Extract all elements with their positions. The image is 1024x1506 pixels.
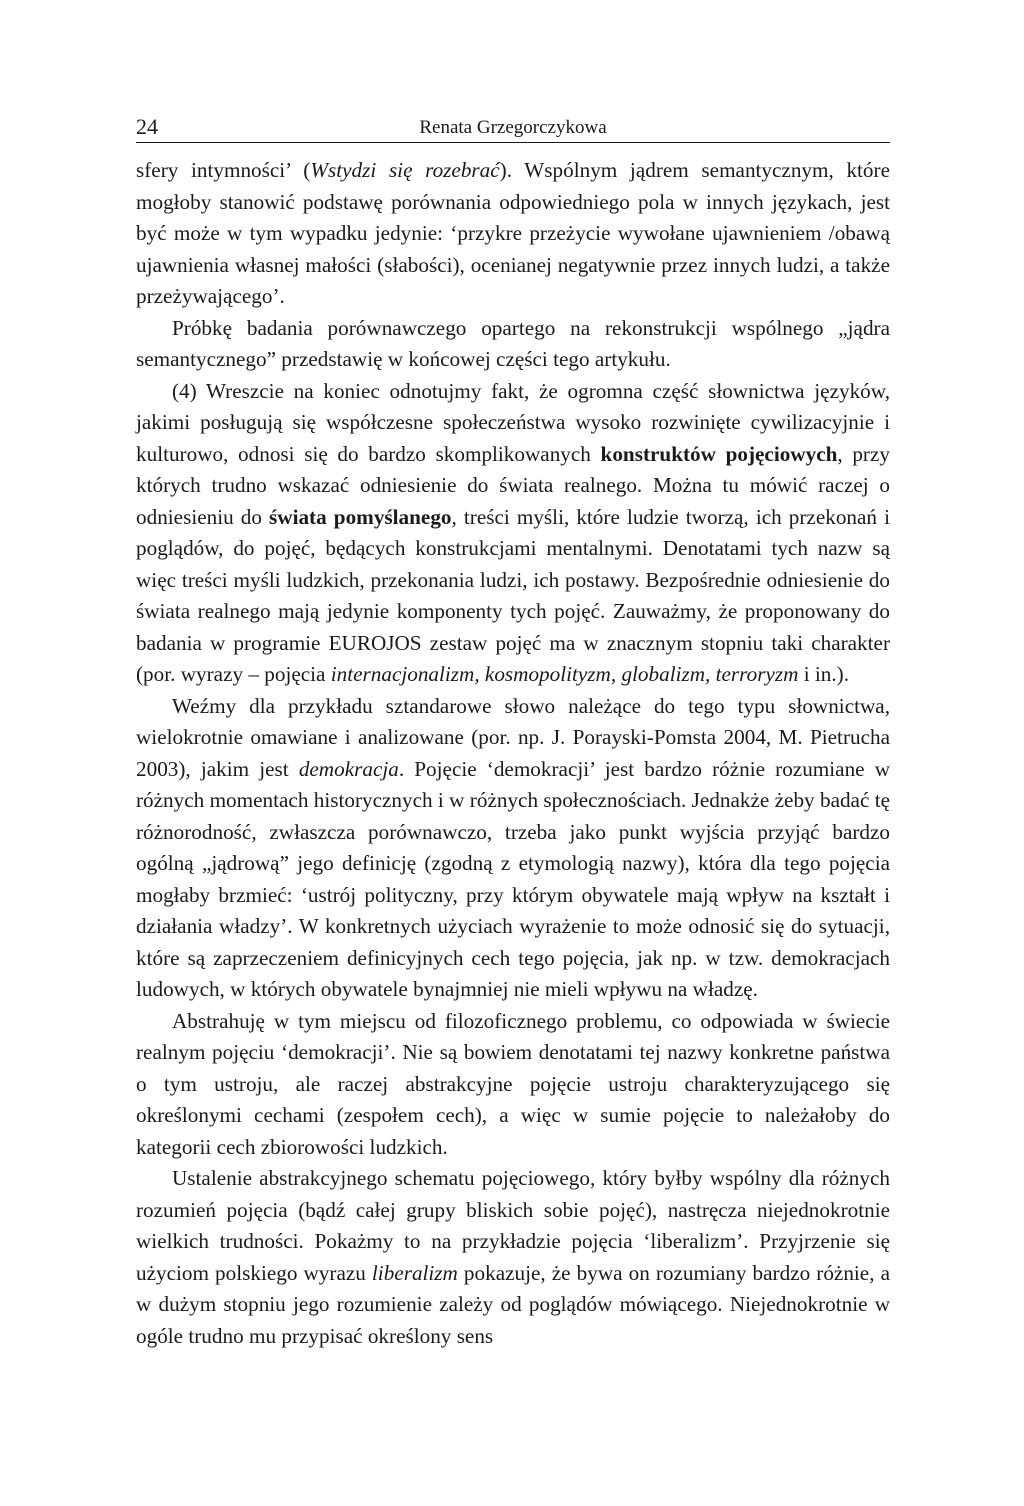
paragraph: [136, 313, 890, 376]
bold-term: świata pomyślanego: [269, 504, 452, 529]
book-page: [136, 110, 890, 1352]
text-run: pokazuje, że bywa on rozumiany bardzo różnie, a w dużym stopniu jego rozumienie zależy od poglądów mówiącego. Niejednokrotnie w ogóle trudno mu przypisać określony sens: [136, 1260, 890, 1348]
text-run: i in.).: [798, 662, 850, 686]
running-head: [136, 110, 890, 143]
text-run: sfery intymności’ (: [136, 158, 311, 182]
paragraph: [136, 376, 890, 691]
running-head-author: Renata Grzegorczykowa: [419, 117, 607, 138]
text-run: ). Wspólnym jądrem semantycznym, które mogłoby stanowić podstawę porównania odpowiedniego pola w innych językach, jest być może w tym wypadku jedynie: ‘przykre przeżycie wywołane ujawnieniem /obawą ujawnienia własnej małości (słabości), ocenianej negatywnie przez innych ludzi, a także przeżywającego’.: [136, 158, 890, 308]
text-run: Próbkę badania porównawczego opartego na rekonstrukcji wspólnego „jądra semantycznego” przedstawię w końcowej części tego artykułu.: [136, 315, 890, 371]
italic-term: liberalizm: [371, 1260, 458, 1285]
text-run: . Pojęcie ‘demokracji’ jest bardzo różnie rozumiane w różnych momentach historycznych i w różnych społecznościach. Jednakże żeby badać tę różnorodność, zwłaszcza porównawczo, trzeba jako punkt wyjścia przyjąć bardzo ogólną „jądrową” jego definicję (zgodną z etymologią nazwy), która dla tego pojęcia mogłaby brzmieć: ‘ustrój polityczny, przy którym obywatele mają wpływ na kształt i działania władzy’. W konkretnych użyciach wyrażenie to może odnosić się do sytuacji, które są zaprzeczeniem definicyjnych cech tego pojęcia, jak np. w tzw. demokracjach ludowych, w których obywatele bynajmniej nie mieli wpływu na władzę.: [136, 756, 890, 1001]
text-run: , treści myśli, które ludzie tworzą, ich przekonań i poglądów, do pojęć, będących konstrukcjami mentalnymi. Denotatami tych nazw są więc treści myśli ludzkich, przekonania ludzi, ich postawy. Bezpośrednie odniesienie do świata realnego mają jedynie komponenty tych pojęć. Zauważmy, że proponowany do badania w programie EUROJOS zestaw pojęć ma w znacznym stopniu taki charakter (por. wyrazy – pojęcia: [136, 504, 890, 686]
italic-term: demokracja: [298, 756, 399, 781]
paragraph: [136, 691, 890, 1006]
italic-term: internacjonalizm, kosmopolityzm, globalizm, terroryzm: [330, 662, 799, 686]
page-number: 24: [136, 114, 158, 139]
paragraph: [136, 155, 890, 313]
body-text: [136, 155, 890, 1352]
text-run: Ustalenie abstrakcyjnego schematu pojęciowego, który byłby wspólny dla różnych rozumień pojęcia (bądź całej grupy bliskich sobie pojęć), nastręcza niejednokrotnie wielkich trudności. Pokażmy to na przykładzie pojęcia ‘liberalizm’. Przyjrzenie się użyciom polskiego wyrazu: [136, 1166, 890, 1285]
text-run: Weźmy dla przykładu sztandarowe słowo należące do tego typu słownictwa, wielokrotnie omawiane i analizowane (por. np. J. Porayski-Pomsta 2004, M. Pietrucha 2003), jakim jest: [136, 693, 890, 781]
italic-term: Wstydzi się rozebrać: [310, 158, 500, 182]
text-run: (4) Wreszcie na koniec odnotujmy fakt, że ogromna część słownictwa języków, jakimi posługują się współczesne społeczeństwa wysoko rozwinięte cywilizacyjnie i kulturowo, odnosi się do bardzo skomplikowanych: [136, 378, 890, 466]
text-run: Abstrahuję w tym miejscu od filozoficznego problemu, co odpowiada w świecie realnym pojęciu ‘demokracji’. Nie są bowiem denotatami tej nazwy konkretne państwa o tym ustroju, ale raczej abstrakcyjne pojęcie ustroju charakteryzującego się określonymi cechami (zespołem cech), a więc w sumie pojęcie to należałoby do kategorii cech zbiorowości ludzkich.: [136, 1008, 890, 1159]
paragraph: [136, 1163, 890, 1352]
bold-term: konstruktów pojęciowych: [600, 441, 838, 466]
text-run: , przy których trudno wskazać odniesienie do świata realnego. Można tu mówić raczej o odniesieniu do: [136, 441, 890, 529]
paragraph: [136, 1006, 890, 1164]
